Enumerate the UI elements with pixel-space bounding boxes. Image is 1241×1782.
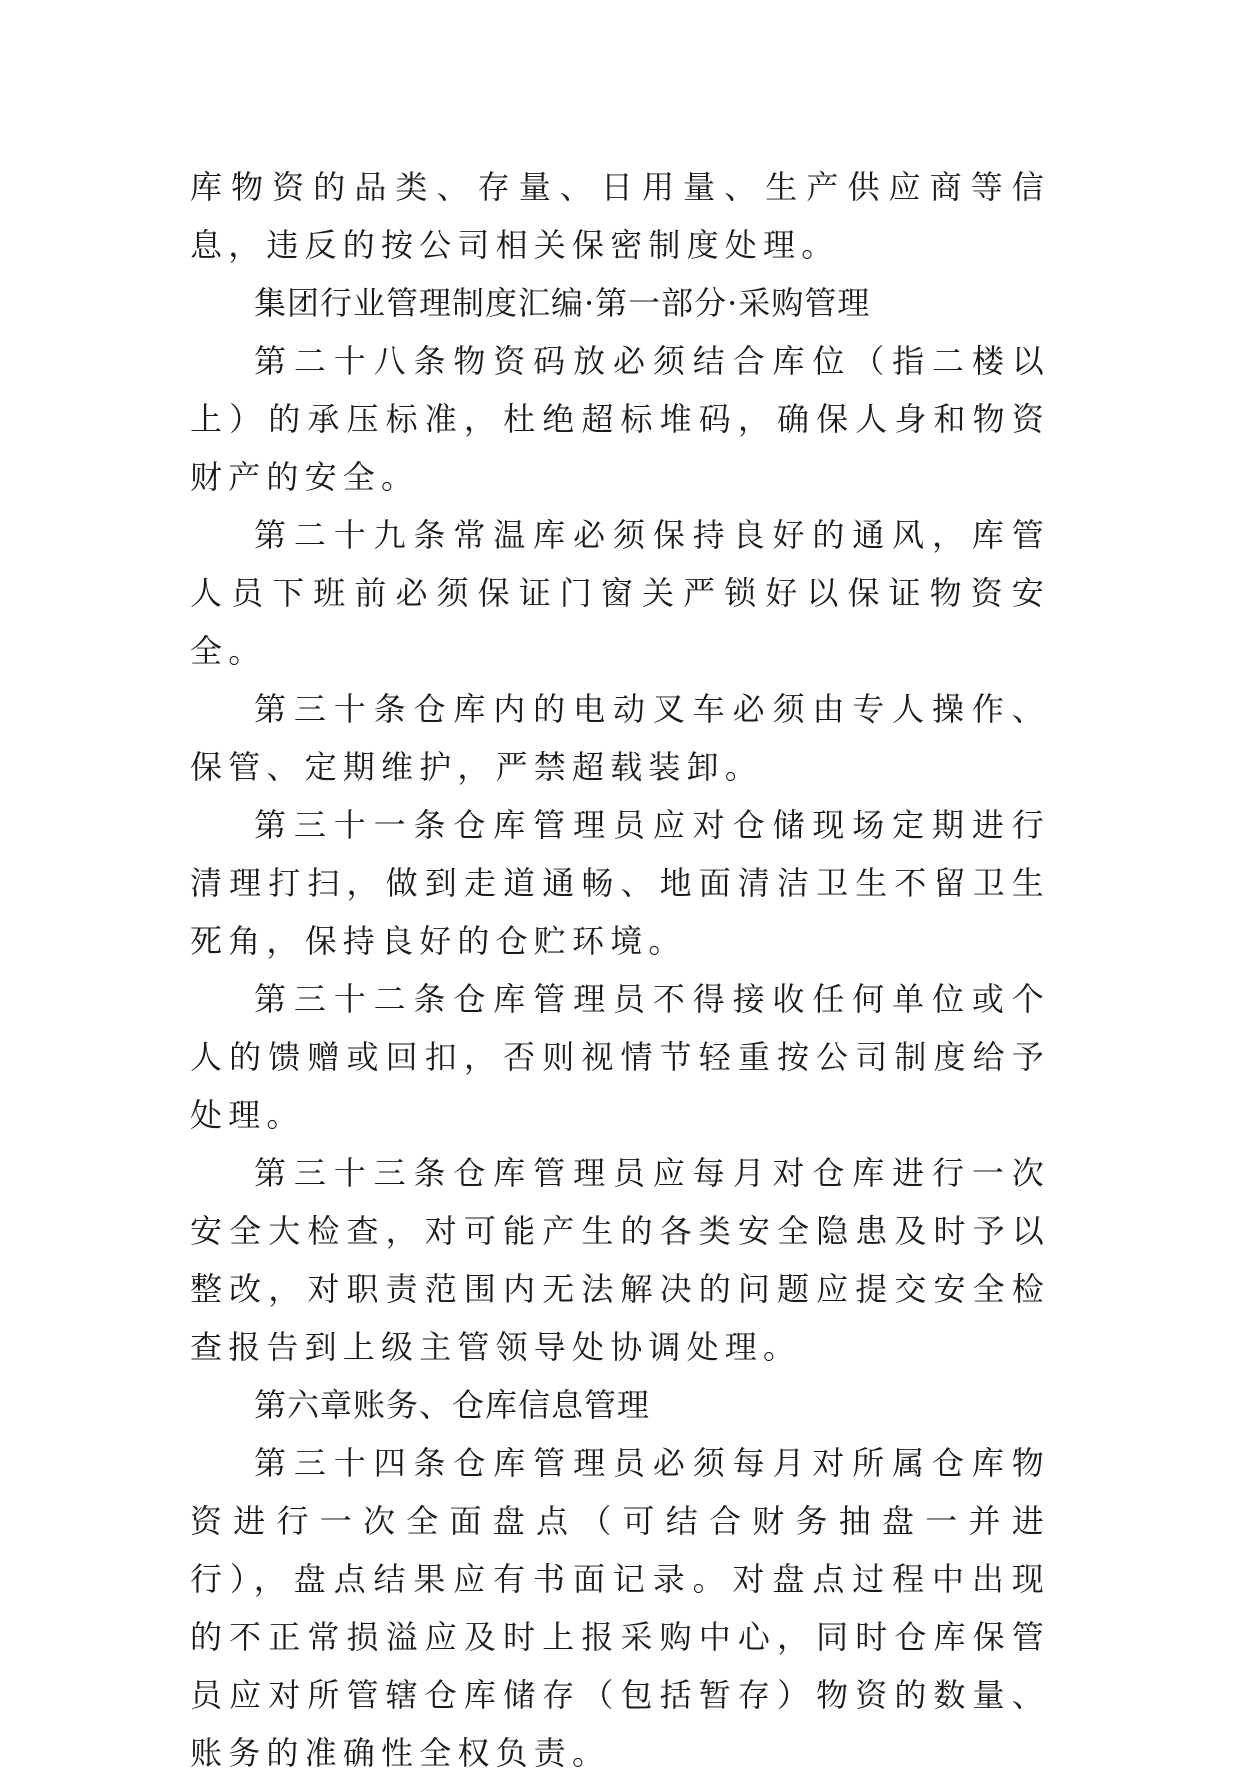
article-32: 第三十二条仓库管理员不得接收任何单位或个人的馈赠或回扣，否则视情节轻重按公司制度给予处理。 xyxy=(190,980,1050,1134)
article-30: 第三十条仓库内的电动叉车必须由专人操作、保管、定期维护，严禁超载装卸。 xyxy=(190,690,1050,786)
article-34: 第三十四条仓库管理员必须每月对所属仓库物资进行一次全面盘点（可结合财务抽盘一并进行），盘点结果应有书面记录。对盘点过程中出现的不正常损溢应及时上报采购中心，同时仓库保管员应对所管辖仓库储存（包括暂存）物资的数量、账务的准确性全权负责。 xyxy=(190,1444,1050,1772)
article-31: 第三十一条仓库管理员应对仓储现场定期进行清理打扫，做到走道通畅、地面清洁卫生不留卫生死角，保持良好的仓贮环境。 xyxy=(190,806,1050,960)
article-33: 第三十三条仓库管理员应每月对仓库进行一次安全大检查，对可能产生的各类安全隐患及时予以整改，对职责范围内无法解决的问题应提交安全检查报告到上级主管领导处协调处理。 xyxy=(190,1154,1050,1366)
article-29: 第二十九条常温库必须保持良好的通风，库管人员下班前必须保证门窗关严锁好以保证物资安全。 xyxy=(190,516,1050,670)
paragraph-confidentiality-continued: 库物资的品类、存量、日用量、生产供应商等信息，违反的按公司相关保密制度处理。 xyxy=(190,168,1050,264)
running-header-title: 集团行业管理制度汇编·第一部分·采购管理 xyxy=(254,284,871,322)
article-28: 第二十八条物资码放必须结合库位（指二楼以上）的承压标准，杜绝超标堆码，确保人身和物资财产的安全。 xyxy=(190,342,1050,496)
chapter-6-heading: 第六章账务、仓库信息管理 xyxy=(254,1386,651,1424)
document-body xyxy=(190,158,1050,1782)
